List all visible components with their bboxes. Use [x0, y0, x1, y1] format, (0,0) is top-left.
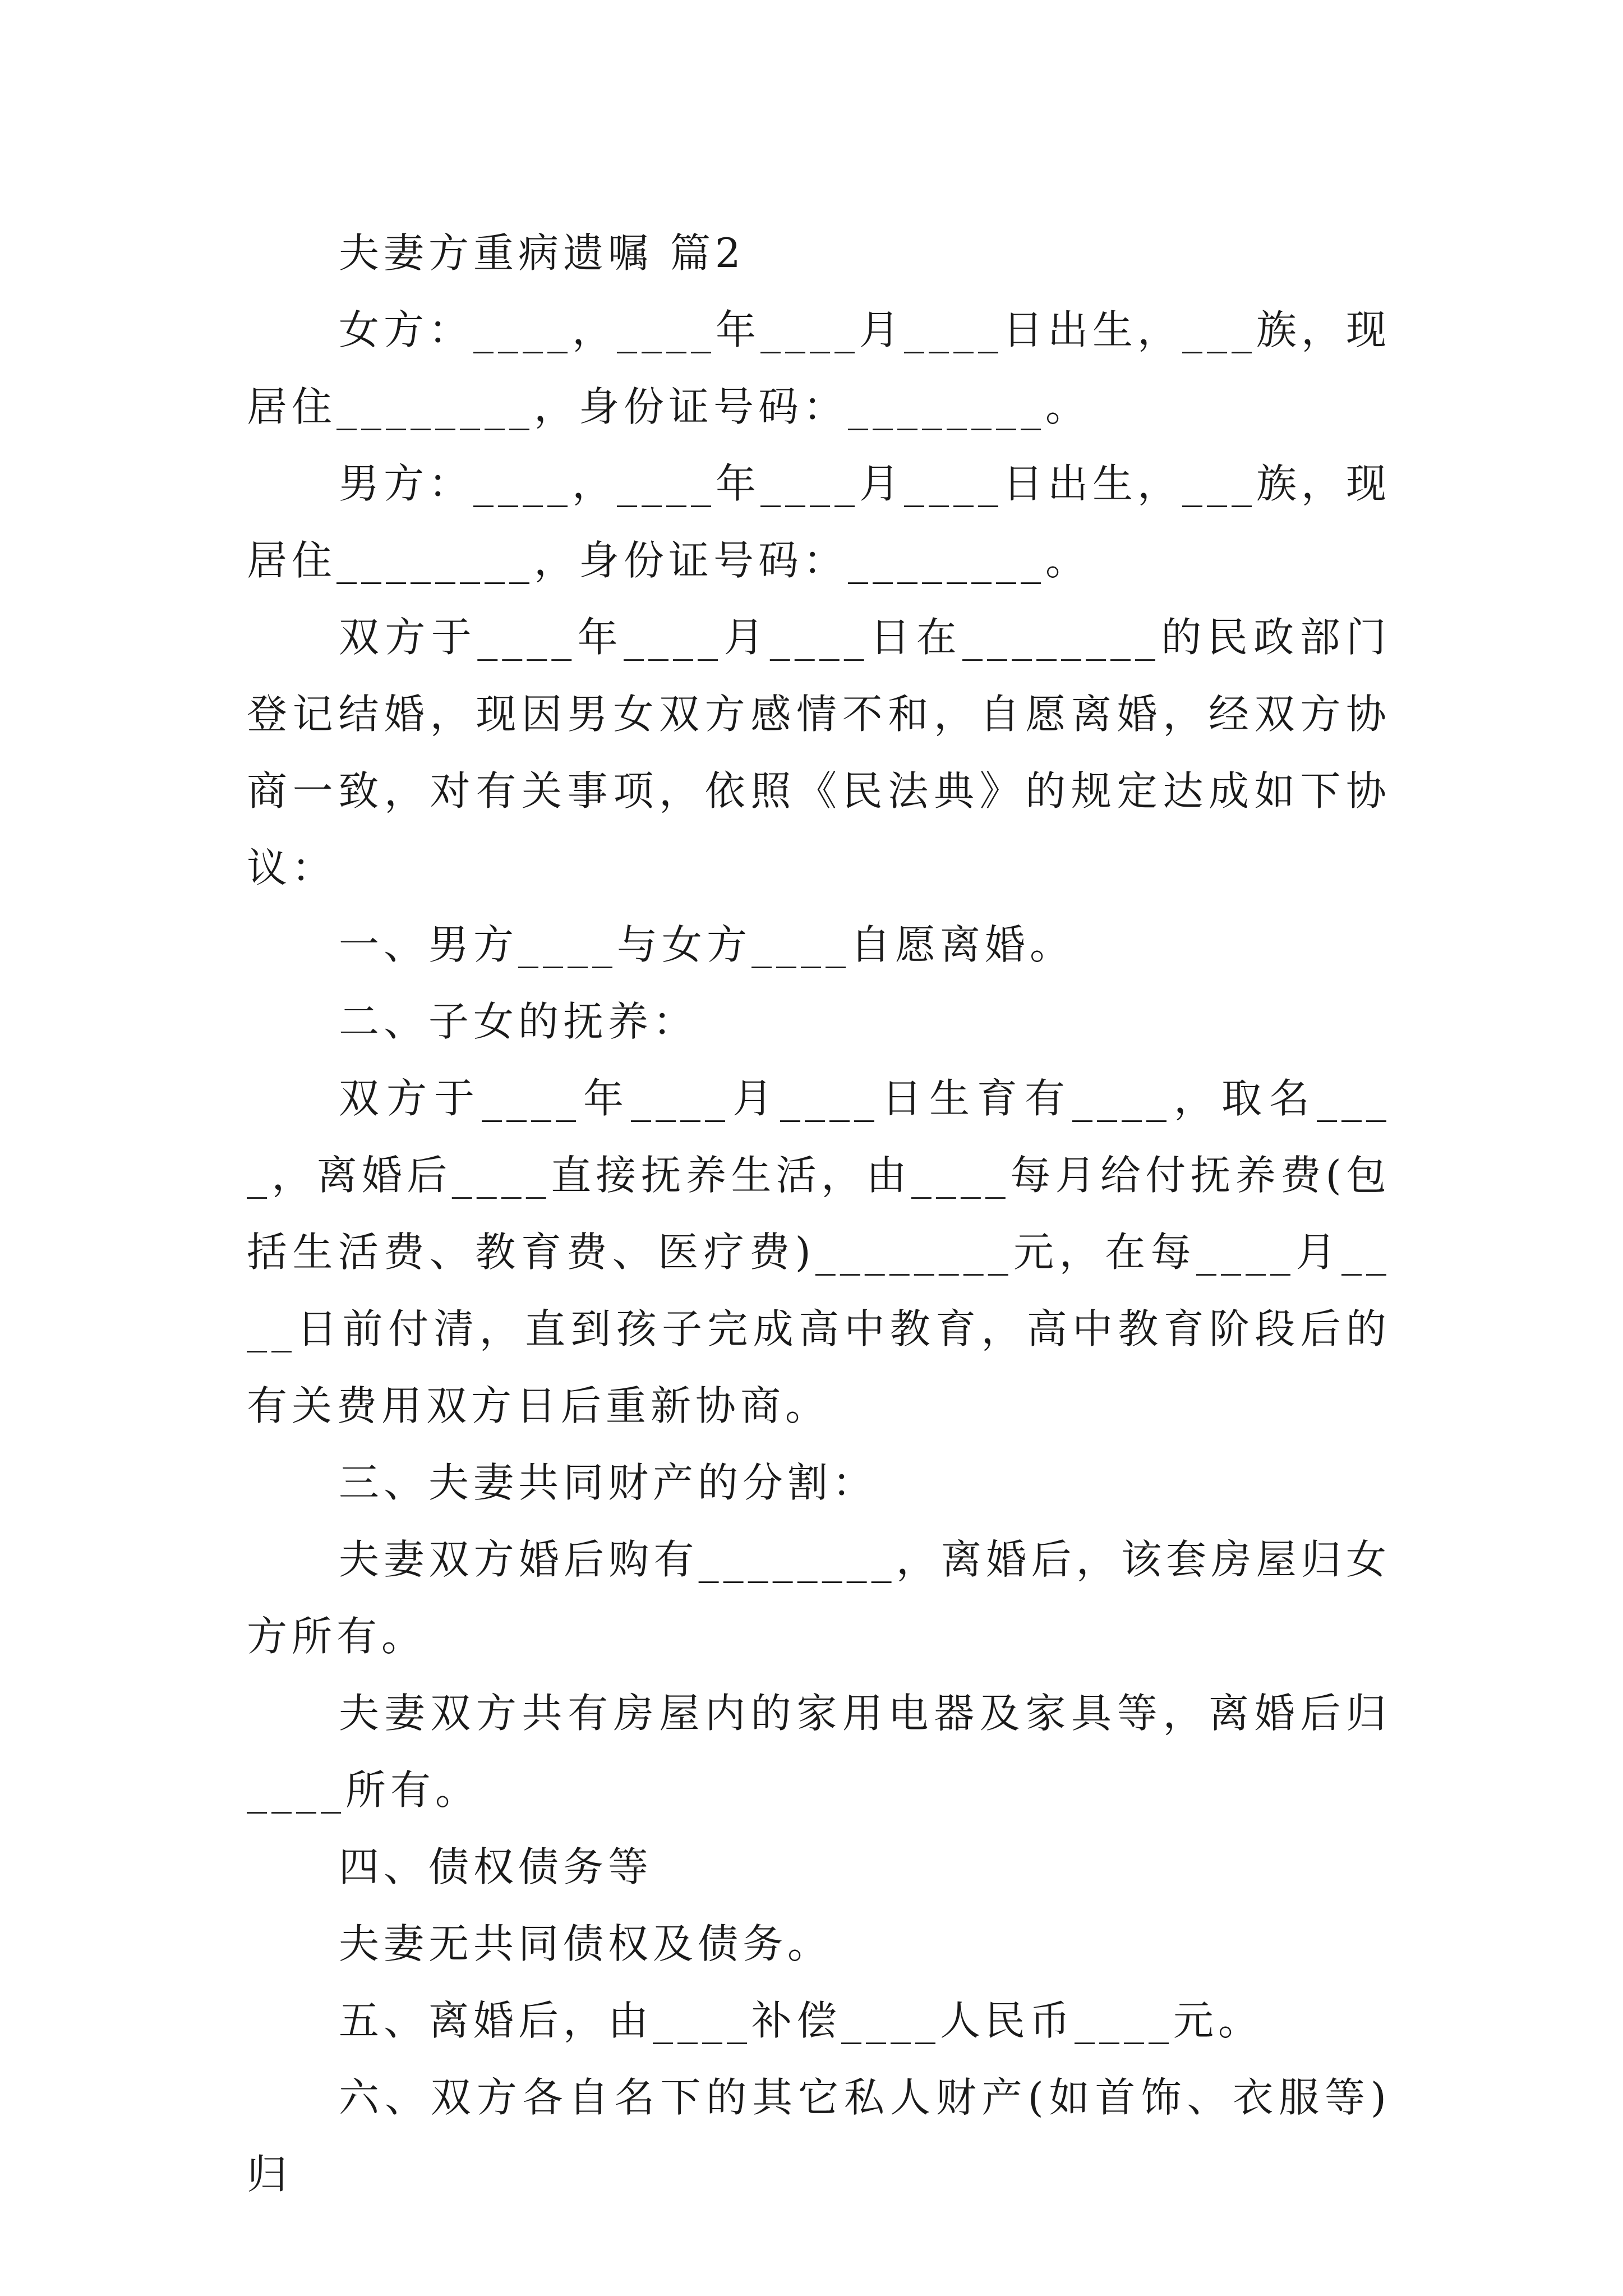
- paragraph-child-support: 双方于____年____月____日生育有____，取名____，离婚后____直接抚养生活，由____每月给付抚养费(包括生活费、教育费、医疗费)________元，在每____月____日前付清，直到孩子完成高中教育，高中教育阶段后的有关费用双方日后重新协商。: [247, 1075, 1391, 1429]
- document-body: [247, 215, 1391, 2213]
- clause-5-compensation: 五、离婚后，由____补偿____人民币____元。: [339, 1997, 1264, 2044]
- clause-6-private-property: 六、双方各自名下的其它私人财产(如首饰、衣服等)归: [247, 2074, 1391, 2198]
- paragraph-no-debts: 夫妻无共同债权及债务。: [339, 1920, 833, 1967]
- paragraph-appliances: 夫妻双方共有房屋内的家用电器及家具等，离婚后归____所有。: [247, 1690, 1391, 1814]
- paragraph-marriage-registration: 双方于____年____月____日在________的民政部门登记结婚，现因男女双方感情不和，自愿离婚，经双方协商一致，对有关事项，依照《民法典》的规定达成如下协议：: [247, 614, 1391, 891]
- heading: 夫妻方重病遗嘱 篇2: [339, 229, 745, 277]
- paragraph-male-party: 男方：____，____年____月____日出生，___族，现居住________，身份证号码：________。: [247, 460, 1391, 584]
- clause-4-heading: 四、债权债务等: [339, 1843, 653, 1890]
- paragraph-female-party: 女方：____，____年____月____日出生，___族，现居住________，身份证号码：________。: [247, 306, 1391, 430]
- paragraph-house: 夫妻双方婚后购有________，离婚后，该套房屋归女方所有。: [247, 1536, 1391, 1660]
- clause-2-heading: 二、子女的抚养：: [339, 998, 698, 1045]
- clause-1-divorce: 一、男方____与女方____自愿离婚。: [339, 921, 1075, 968]
- clause-3-heading: 三、夫妻共同财产的分割：: [339, 1459, 878, 1506]
